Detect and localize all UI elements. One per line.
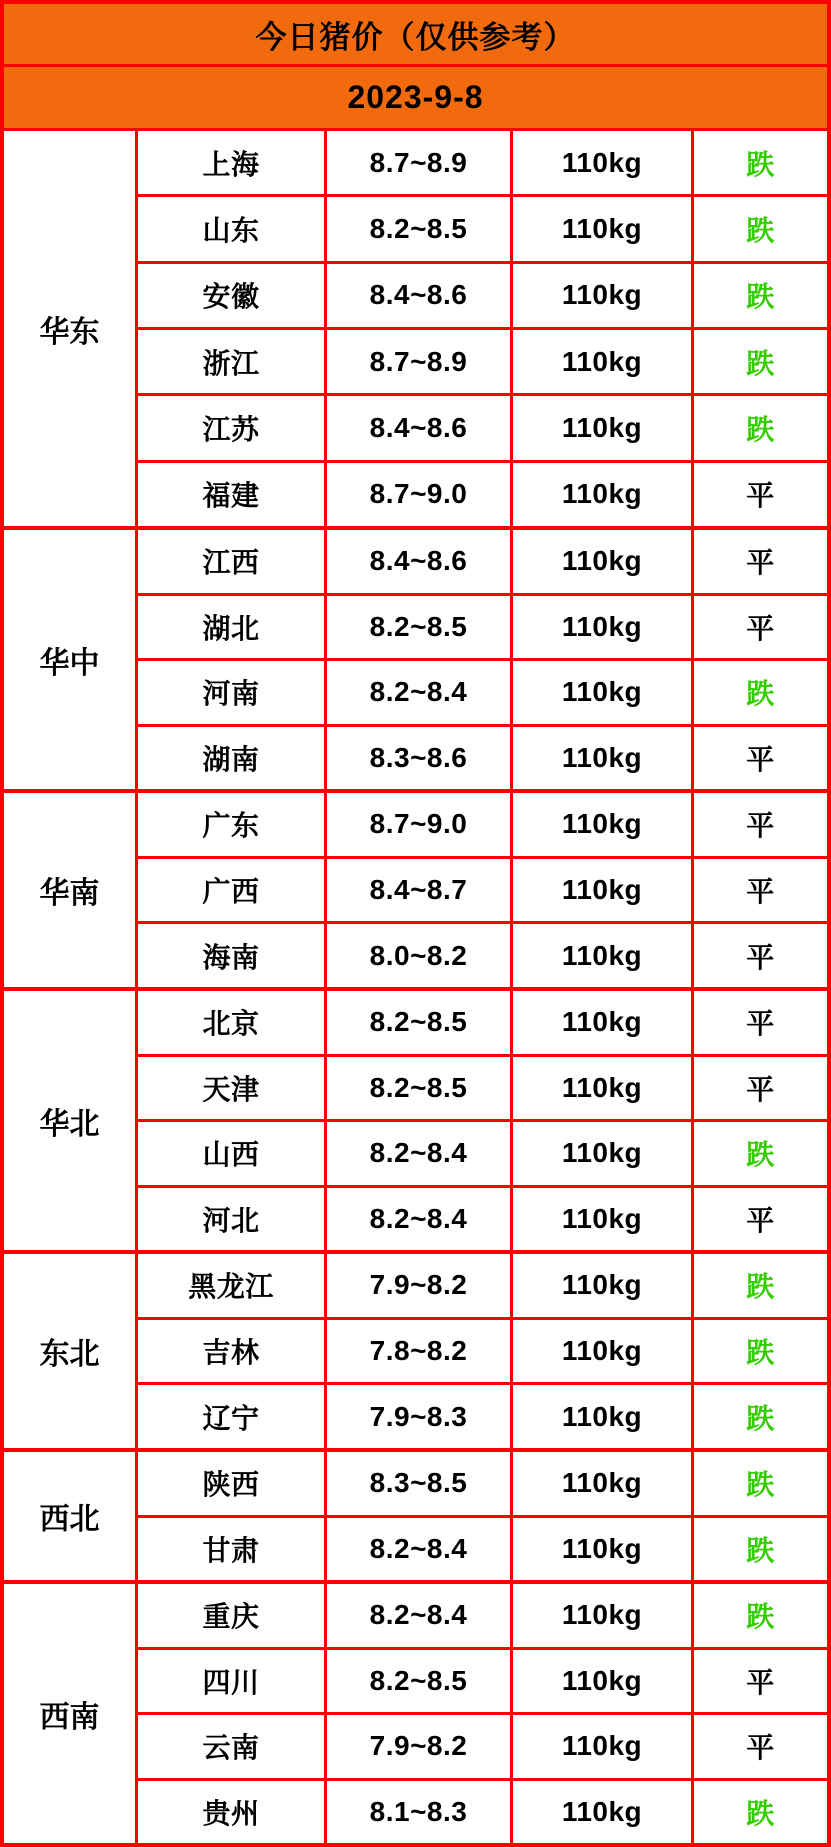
status-value: 平 (746, 480, 775, 512)
status-value: 平 (746, 1666, 775, 1698)
weight-cell (513, 463, 694, 526)
weight-cell (513, 1518, 694, 1581)
weight-value: 110kg (561, 1269, 643, 1301)
status-cell (694, 859, 827, 922)
province-label: 浙江 (202, 347, 260, 379)
weight-value: 110kg (561, 279, 643, 311)
province-cell (138, 793, 327, 856)
province-cell (138, 1584, 327, 1647)
status-value: 跌 (746, 347, 775, 379)
status-cell (694, 596, 827, 659)
price-range-value: 8.2~8.5 (369, 610, 468, 642)
price-range-value: 8.2~8.4 (369, 1532, 468, 1564)
province-label: 湖北 (202, 612, 260, 644)
price-range-cell (327, 1254, 513, 1317)
price-range-value: 8.4~8.6 (369, 279, 468, 311)
price-range-value: 8.2~8.4 (369, 1137, 468, 1169)
price-range-cell (327, 1122, 513, 1185)
status-cell (694, 463, 827, 526)
province-label: 广东 (202, 810, 260, 842)
province-label: 辽宁 (202, 1402, 260, 1434)
status-cell (694, 1122, 827, 1185)
province-cell (138, 1715, 327, 1778)
price-range-value: 7.8~8.2 (369, 1335, 468, 1366)
weight-value: 110kg (561, 1202, 643, 1234)
weight-cell (513, 1650, 694, 1713)
province-label: 甘肃 (202, 1534, 260, 1566)
province-cell (138, 530, 327, 593)
price-range-cell (327, 727, 513, 790)
weight-cell (513, 1715, 694, 1778)
weight-cell (513, 330, 694, 393)
table-row (138, 1778, 827, 1844)
weight-value: 110kg (561, 741, 643, 773)
weight-value: 110kg (561, 545, 643, 577)
status-cell (694, 924, 827, 987)
status-value: 跌 (746, 1139, 775, 1171)
price-range-value: 8.7~9.0 (369, 808, 468, 840)
price-range-value: 8.3~8.6 (369, 741, 468, 773)
status-cell (694, 1518, 827, 1581)
weight-value: 110kg (561, 874, 643, 905)
table-row (138, 261, 827, 327)
weight-value: 110kg (561, 478, 643, 510)
weight-value: 110kg (561, 1335, 643, 1366)
province-cell (138, 131, 327, 194)
price-range-cell (327, 1057, 513, 1120)
price-range-cell (327, 396, 513, 459)
region-group (4, 526, 827, 789)
price-range-cell (327, 596, 513, 659)
price-range-cell (327, 264, 513, 327)
weight-cell (513, 859, 694, 922)
price-range-cell (327, 1781, 513, 1844)
status-cell (694, 1254, 827, 1317)
weight-value: 110kg (561, 1467, 643, 1499)
status-value: 跌 (746, 1534, 775, 1566)
weight-cell (513, 727, 694, 790)
status-cell (694, 727, 827, 790)
province-cell (138, 1650, 327, 1713)
price-range-value: 8.0~8.2 (369, 939, 468, 971)
table-row (138, 1712, 827, 1778)
province-label: 黑龙江 (188, 1271, 274, 1303)
status-value: 跌 (746, 214, 775, 246)
province-cell (138, 1122, 327, 1185)
status-cell (694, 793, 827, 856)
weight-cell (513, 1584, 694, 1647)
price-range-cell (327, 1385, 513, 1448)
province-cell (138, 463, 327, 526)
weight-value: 110kg (561, 610, 643, 642)
status-value: 跌 (746, 1402, 775, 1434)
status-cell (694, 1781, 827, 1844)
price-range-value: 8.4~8.7 (369, 874, 468, 905)
price-range-cell (327, 793, 513, 856)
region-group (4, 1580, 827, 1843)
region-label: 华中 (39, 646, 100, 680)
province-cell (138, 1452, 327, 1515)
status-cell (694, 197, 827, 260)
status-value: 跌 (746, 148, 775, 180)
province-label: 北京 (202, 1008, 260, 1040)
province-cell (138, 727, 327, 790)
table-row (138, 856, 827, 922)
price-range-cell (327, 463, 513, 526)
region-group (4, 131, 827, 526)
province-label: 天津 (202, 1073, 260, 1105)
province-cell (138, 991, 327, 1054)
price-range-value: 8.7~8.9 (369, 345, 468, 377)
price-range-cell (327, 1452, 513, 1515)
weight-value: 110kg (561, 1532, 643, 1564)
table-row (138, 1119, 827, 1185)
province-label: 广西 (202, 876, 260, 907)
status-cell (694, 1057, 827, 1120)
province-label: 重庆 (202, 1601, 260, 1633)
table-row (138, 724, 827, 790)
province-cell (138, 859, 327, 922)
region-label: 华东 (39, 315, 100, 349)
status-value: 跌 (746, 281, 775, 313)
table-row (138, 1185, 827, 1251)
weight-cell (513, 131, 694, 194)
status-value: 跌 (746, 1601, 775, 1633)
region-cell (4, 1584, 138, 1843)
province-label: 四川 (202, 1666, 260, 1698)
weight-cell (513, 396, 694, 459)
weight-cell (513, 1452, 694, 1515)
province-cell (138, 1188, 327, 1251)
price-range-cell (327, 197, 513, 260)
status-value: 平 (746, 743, 775, 775)
province-label: 安徽 (202, 281, 260, 313)
table-row (138, 194, 827, 260)
status-value: 平 (746, 547, 775, 579)
status-value: 跌 (746, 1271, 775, 1303)
region-group (4, 789, 827, 987)
status-cell (694, 661, 827, 724)
price-table (4, 131, 827, 1843)
status-cell (694, 991, 827, 1054)
province-label: 云南 (202, 1732, 260, 1764)
status-cell (694, 131, 827, 194)
region-group (4, 1448, 827, 1580)
page-title-text: 今日猪价（仅供参考） (255, 19, 576, 55)
status-cell (694, 1452, 827, 1515)
region-rows (138, 793, 827, 987)
weight-cell (513, 1057, 694, 1120)
price-range-cell (327, 661, 513, 724)
region-rows (138, 1254, 827, 1448)
status-value: 平 (746, 1008, 775, 1040)
weight-value: 110kg (561, 676, 643, 708)
weight-cell (513, 197, 694, 260)
price-range-cell (327, 1584, 513, 1647)
weight-value: 110kg (561, 1599, 643, 1631)
region-group (4, 987, 827, 1250)
price-range-value: 8.3~8.5 (369, 1467, 468, 1499)
province-cell (138, 1057, 327, 1120)
price-range-value: 8.1~8.3 (369, 1795, 468, 1827)
weight-cell (513, 596, 694, 659)
price-range-value: 8.2~8.5 (369, 1071, 468, 1103)
table-row (138, 1317, 827, 1383)
table-row (138, 393, 827, 459)
status-value: 平 (746, 1073, 775, 1105)
status-cell (694, 1715, 827, 1778)
weight-value: 110kg (561, 1795, 643, 1827)
status-value: 跌 (746, 678, 775, 710)
table-row (138, 921, 827, 987)
weight-value: 110kg (561, 1730, 643, 1762)
table-row (138, 1382, 827, 1448)
price-range-cell (327, 924, 513, 987)
weight-cell (513, 793, 694, 856)
weight-cell (513, 1781, 694, 1844)
weight-cell (513, 1254, 694, 1317)
weight-value: 110kg (561, 808, 643, 840)
table-row (138, 1647, 827, 1713)
status-cell (694, 1188, 827, 1251)
weight-cell (513, 661, 694, 724)
price-range-value: 8.2~8.5 (369, 212, 468, 244)
province-cell (138, 1254, 327, 1317)
weight-cell (513, 1188, 694, 1251)
status-cell (694, 1650, 827, 1713)
region-rows (138, 1584, 827, 1843)
region-cell (4, 131, 138, 526)
province-label: 江苏 (202, 413, 260, 445)
weight-value: 110kg (561, 1137, 643, 1169)
price-range-value: 8.7~8.9 (369, 146, 468, 178)
region-cell (4, 991, 138, 1250)
status-value: 平 (746, 1204, 775, 1236)
table-row (138, 1254, 827, 1317)
price-range-cell (327, 1320, 513, 1383)
price-range-cell (327, 131, 513, 194)
province-cell (138, 1518, 327, 1581)
table-row (138, 1452, 827, 1515)
status-cell (694, 1584, 827, 1647)
region-cell (4, 530, 138, 789)
price-range-value: 8.4~8.6 (369, 411, 468, 443)
price-range-cell (327, 859, 513, 922)
weight-value: 110kg (561, 1664, 643, 1696)
province-label: 河南 (202, 678, 260, 710)
status-cell (694, 530, 827, 593)
province-label: 上海 (202, 148, 260, 180)
table-row (138, 327, 827, 393)
weight-value: 110kg (561, 1006, 643, 1038)
province-label: 贵州 (202, 1797, 260, 1829)
region-group (4, 1250, 827, 1448)
table-row (138, 1054, 827, 1120)
status-value: 跌 (746, 1337, 775, 1368)
price-range-cell (327, 991, 513, 1054)
price-range-cell (327, 1715, 513, 1778)
province-cell (138, 1385, 327, 1448)
table-row (138, 658, 827, 724)
price-range-value: 7.9~8.2 (369, 1730, 468, 1762)
weight-value: 110kg (561, 345, 643, 377)
price-range-cell (327, 330, 513, 393)
table-row (138, 1584, 827, 1647)
province-label: 江西 (202, 547, 260, 579)
status-value: 跌 (746, 1469, 775, 1501)
status-value: 平 (746, 810, 775, 842)
province-label: 海南 (202, 941, 260, 973)
region-rows (138, 1452, 827, 1580)
province-cell (138, 396, 327, 459)
status-value: 平 (746, 612, 775, 644)
province-cell (138, 924, 327, 987)
price-range-value: 8.2~8.5 (369, 1664, 468, 1696)
price-range-value: 8.2~8.4 (369, 1202, 468, 1234)
province-label: 山东 (202, 214, 260, 246)
table-row (138, 793, 827, 856)
region-cell (4, 1254, 138, 1448)
province-label: 山西 (202, 1139, 260, 1171)
table-row (138, 593, 827, 659)
weight-cell (513, 1122, 694, 1185)
table-row (138, 131, 827, 194)
weight-cell (513, 991, 694, 1054)
price-range-cell (327, 1650, 513, 1713)
price-range-cell (327, 1518, 513, 1581)
status-cell (694, 1320, 827, 1383)
price-range-cell (327, 1188, 513, 1251)
province-label: 湖南 (202, 743, 260, 775)
table-row (138, 530, 827, 593)
weight-value: 110kg (561, 1400, 643, 1432)
price-range-value: 8.2~8.4 (369, 1599, 468, 1631)
province-label: 河北 (202, 1204, 260, 1236)
date-header (4, 67, 827, 131)
region-label: 华北 (39, 1107, 100, 1141)
status-cell (694, 1385, 827, 1448)
weight-cell (513, 264, 694, 327)
status-cell (694, 396, 827, 459)
page-title (4, 4, 827, 67)
weight-cell (513, 1320, 694, 1383)
price-range-value: 8.2~8.5 (369, 1006, 468, 1038)
status-value: 平 (746, 941, 775, 973)
status-cell (694, 330, 827, 393)
province-cell (138, 661, 327, 724)
province-cell (138, 1781, 327, 1844)
weight-cell (513, 924, 694, 987)
province-cell (138, 330, 327, 393)
province-cell (138, 596, 327, 659)
province-label: 福建 (202, 480, 260, 512)
region-label: 东北 (39, 1338, 100, 1371)
region-rows (138, 530, 827, 789)
price-range-value: 8.4~8.6 (369, 545, 468, 577)
weight-value: 110kg (561, 212, 643, 244)
region-rows (138, 991, 827, 1250)
weight-value: 110kg (561, 939, 643, 971)
status-cell (694, 264, 827, 327)
price-range-value: 8.2~8.4 (369, 676, 468, 708)
weight-cell (513, 1385, 694, 1448)
weight-value: 110kg (561, 411, 643, 443)
province-label: 吉林 (202, 1337, 260, 1368)
table-row (138, 460, 827, 526)
region-label: 西北 (39, 1503, 100, 1536)
region-cell (4, 1452, 138, 1580)
region-label: 华南 (39, 877, 100, 910)
date-text: 2023-9-8 (347, 79, 484, 115)
weight-cell (513, 530, 694, 593)
price-range-value: 8.7~9.0 (369, 478, 468, 510)
status-value: 跌 (746, 413, 775, 445)
status-value: 跌 (746, 1797, 775, 1829)
status-value: 平 (746, 876, 775, 907)
province-cell (138, 264, 327, 327)
province-cell (138, 197, 327, 260)
province-cell (138, 1320, 327, 1383)
table-row (138, 1515, 827, 1581)
price-range-value: 7.9~8.3 (369, 1400, 468, 1432)
region-label: 西南 (39, 1700, 100, 1734)
region-cell (4, 793, 138, 987)
status-value: 平 (746, 1732, 775, 1764)
table-row (138, 991, 827, 1054)
region-rows (138, 131, 827, 526)
weight-value: 110kg (561, 1071, 643, 1103)
province-label: 陕西 (202, 1469, 260, 1501)
weight-value: 110kg (561, 146, 643, 178)
price-range-value: 7.9~8.2 (369, 1269, 468, 1301)
price-range-cell (327, 530, 513, 593)
